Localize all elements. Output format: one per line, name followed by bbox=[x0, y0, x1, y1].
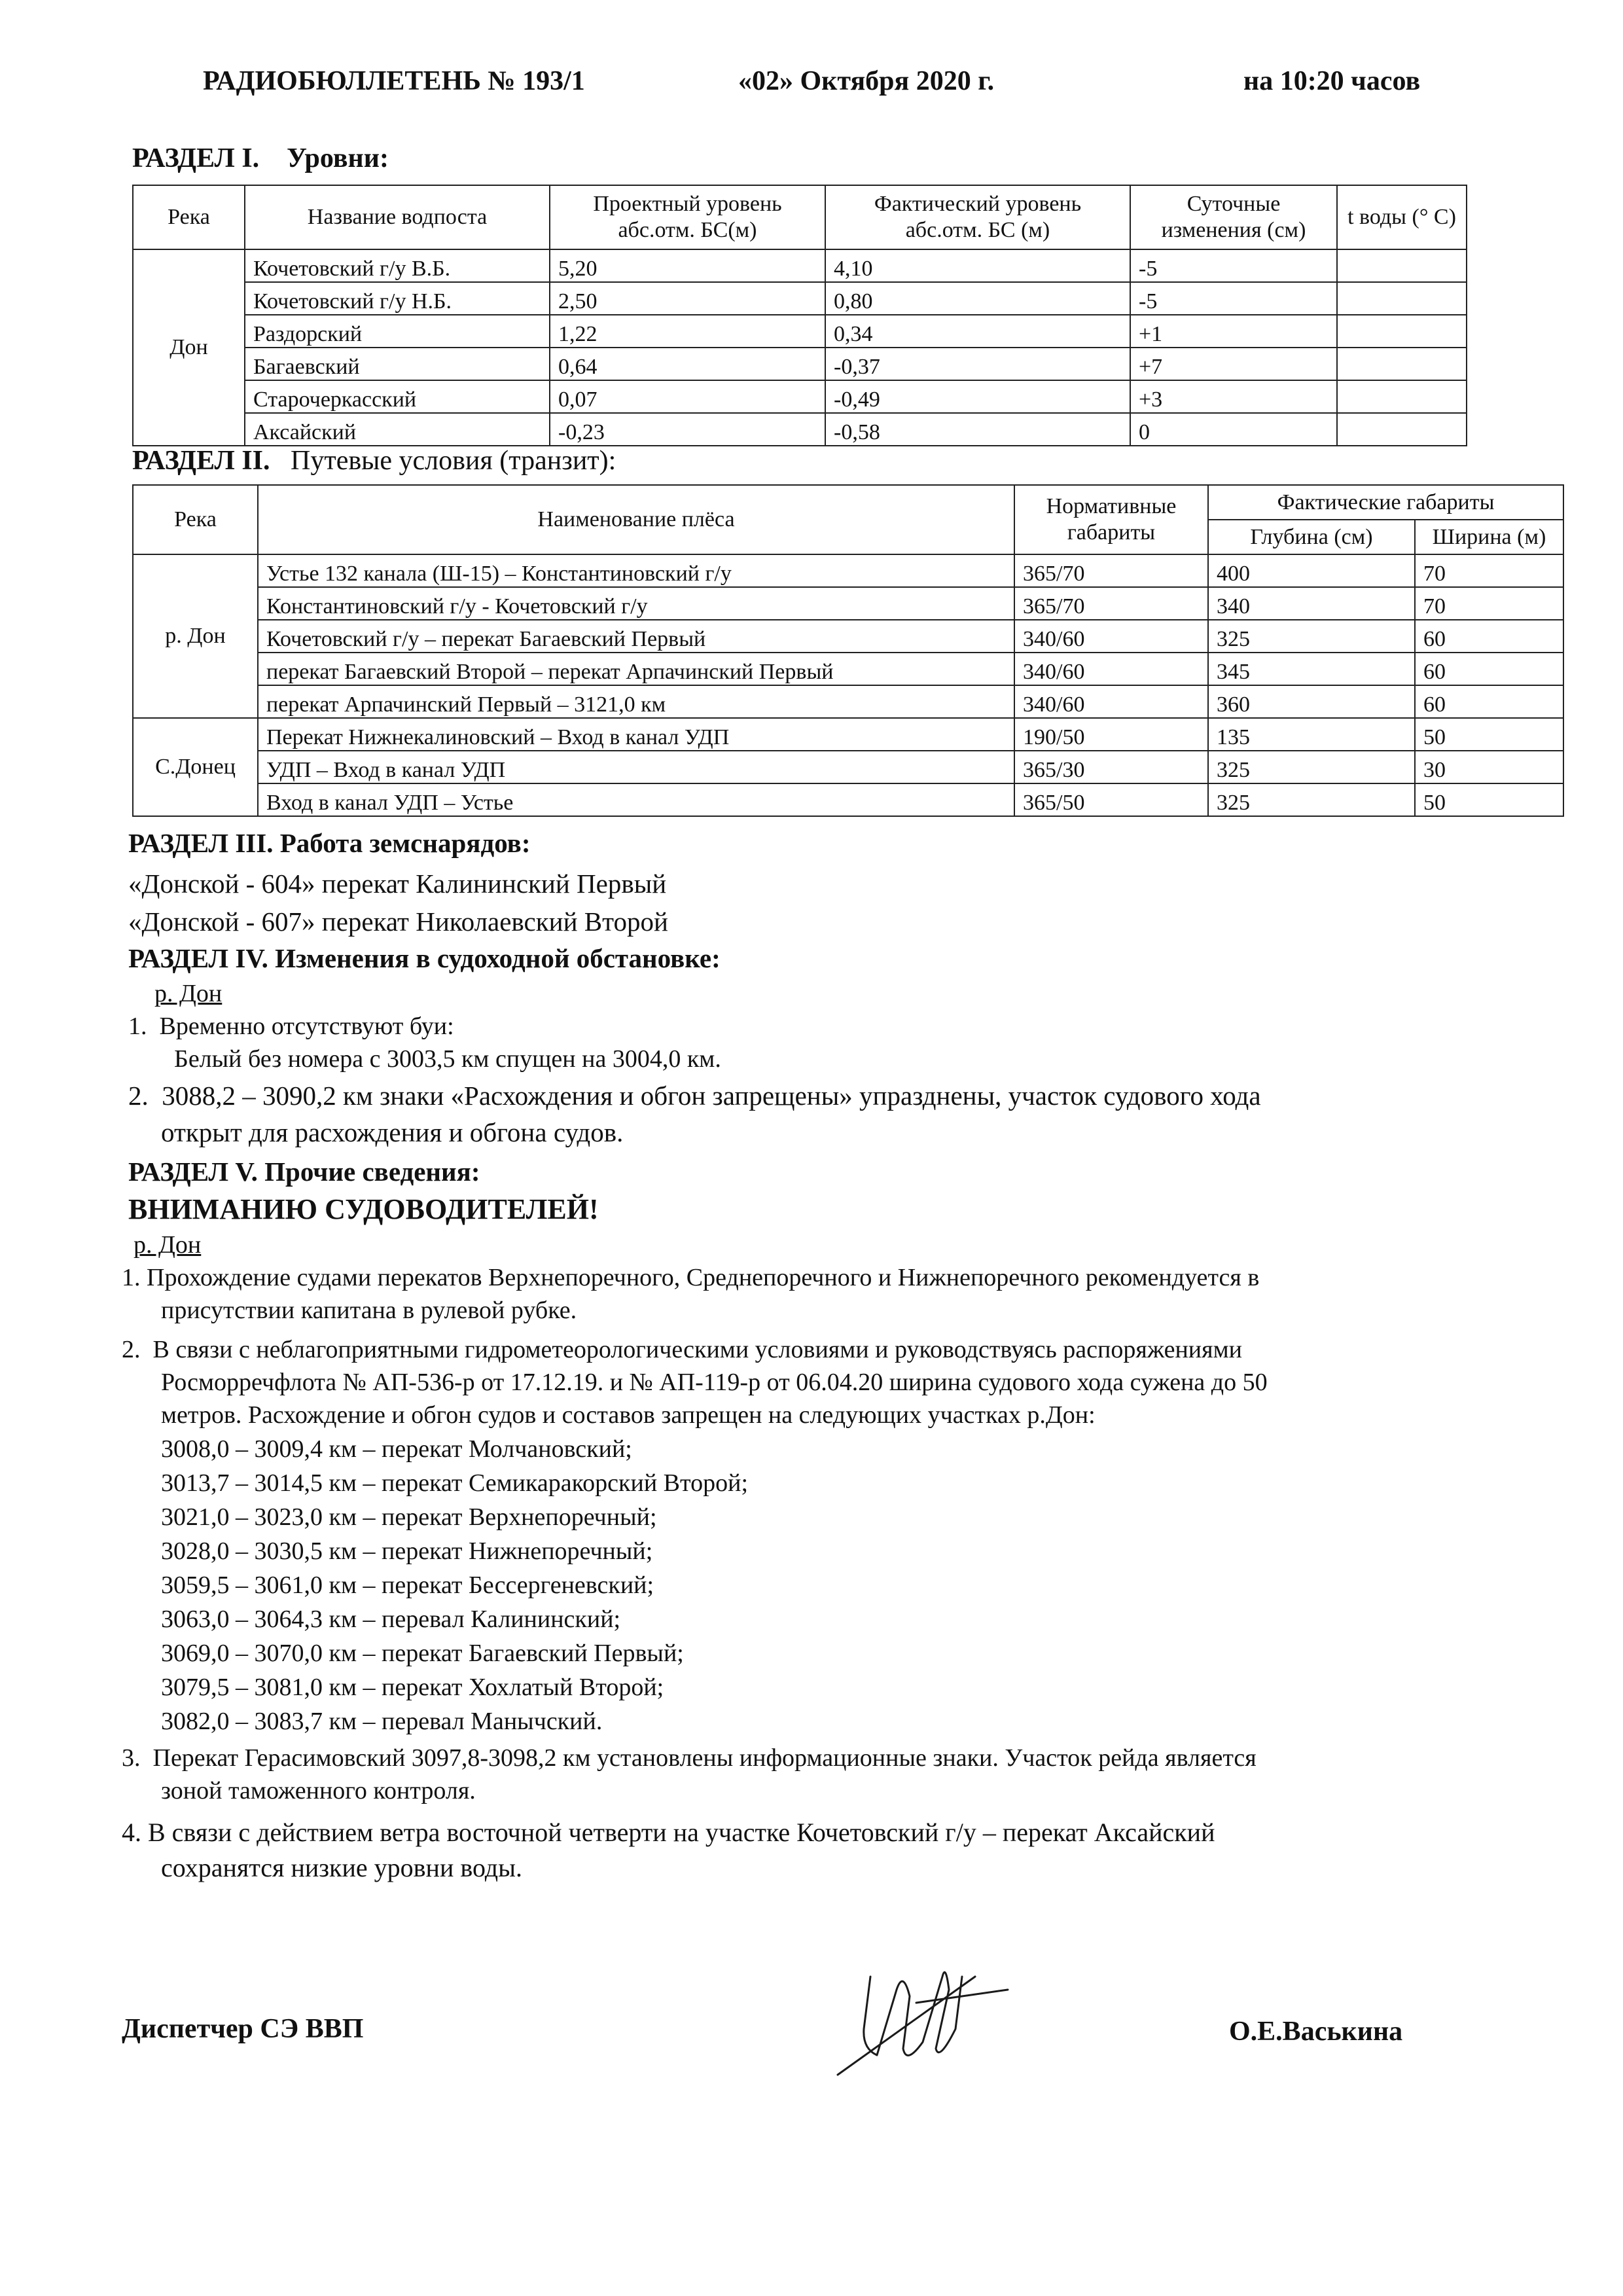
section4-heading: РАЗДЕЛ IV. Изменения в судоходной обстановке: bbox=[128, 943, 721, 973]
temp-cell bbox=[1337, 249, 1467, 282]
actual-cell: 4,10 bbox=[825, 249, 1130, 282]
reach-cell: Перекат Нижнекалиновский – Вход в канал УДП bbox=[258, 718, 1014, 751]
section5-item3-line1 bbox=[122, 1744, 1257, 1772]
width-cell: 60 bbox=[1415, 620, 1563, 653]
section5-item2-line3: метров. Расхождение и обгон судов и составов запрещен на следующих участках р.Дон: bbox=[161, 1401, 1096, 1429]
restricted-section: 3063,0 – 3064,3 км – перевал Калининский; bbox=[161, 1605, 621, 1633]
norm-cell: 190/50 bbox=[1014, 718, 1208, 751]
dredger-line-1: «Донской - 604» перекат Калининский Первый bbox=[128, 869, 667, 899]
col-norm: Нормативные габариты bbox=[1014, 485, 1208, 554]
item-text: Прохождение судами перекатов Верхнепоречного, Среднепоречного и Нижнепоречного рекомендуется в bbox=[147, 1264, 1260, 1291]
post-cell: Старочеркасский bbox=[245, 380, 550, 413]
width-cell: 70 bbox=[1415, 587, 1563, 620]
change-cell: 0 bbox=[1130, 413, 1337, 446]
col-width: Ширина (м) bbox=[1415, 520, 1563, 554]
actual-cell: 0,34 bbox=[825, 315, 1130, 348]
river-cell: р. Дон bbox=[133, 554, 258, 718]
depth-cell: 325 bbox=[1208, 620, 1415, 653]
river-cell: Дон bbox=[133, 249, 245, 446]
depth-cell: 135 bbox=[1208, 718, 1415, 751]
levels-table bbox=[132, 185, 1467, 446]
col-river: Река bbox=[133, 485, 258, 554]
temp-cell bbox=[1337, 413, 1467, 446]
table-row bbox=[133, 751, 1563, 783]
reach-cell: Константиновский г/у - Кочетовский г/у bbox=[258, 587, 1014, 620]
reach-cell: перекат Арпачинский Первый – 3121,0 км bbox=[258, 685, 1014, 718]
restricted-section: 3021,0 – 3023,0 км – перекат Верхнепоречный; bbox=[161, 1503, 657, 1531]
project-cell: -0,23 bbox=[550, 413, 825, 446]
norm-cell: 340/60 bbox=[1014, 685, 1208, 718]
actual-cell: -0,37 bbox=[825, 348, 1130, 380]
temp-cell bbox=[1337, 315, 1467, 348]
table-row bbox=[133, 348, 1467, 380]
restricted-section: 3008,0 – 3009,4 км – перекат Молчановский; bbox=[161, 1435, 632, 1463]
temp-cell bbox=[1337, 348, 1467, 380]
section5-item2-line2: Росморречфлота № АП-536-р от 17.12.19. и № АП-119-р от 06.04.20 ширина судового хода сужена до 50 bbox=[161, 1369, 1268, 1396]
table-row bbox=[133, 685, 1563, 718]
item-number: 2. bbox=[122, 1336, 141, 1363]
item-number: 3. bbox=[122, 1744, 141, 1772]
change-cell: +1 bbox=[1130, 315, 1337, 348]
reach-cell: перекат Багаевский Второй – перекат Арпачинский Первый bbox=[258, 653, 1014, 685]
actual-cell: 0,80 bbox=[825, 282, 1130, 315]
width-cell: 50 bbox=[1415, 718, 1563, 751]
section3-heading: РАЗДЕЛ III. Работа земснарядов: bbox=[128, 828, 531, 858]
depth-cell: 340 bbox=[1208, 587, 1415, 620]
table-row bbox=[133, 653, 1563, 685]
restricted-section: 3059,5 – 3061,0 км – перекат Бессергеневский; bbox=[161, 1571, 654, 1599]
depth-cell: 345 bbox=[1208, 653, 1415, 685]
section2-name: Путевые условия (транзит): bbox=[291, 446, 616, 476]
col-depth: Глубина (см) bbox=[1208, 520, 1415, 554]
section5-item2-line1 bbox=[122, 1335, 1242, 1364]
norm-cell: 340/60 bbox=[1014, 620, 1208, 653]
reach-cell: Вход в канал УДП – Устье bbox=[258, 783, 1014, 816]
handwritten-signature-icon bbox=[825, 1950, 1021, 2081]
width-cell: 70 bbox=[1415, 554, 1563, 587]
item-text: 3088,2 – 3090,2 км знаки «Расхождения и обгон запрещены» упразднены, участок судового хода bbox=[162, 1081, 1261, 1111]
table-row bbox=[133, 249, 1467, 282]
section5-item3-line2: зоной таможенного контроля. bbox=[161, 1777, 476, 1804]
section5-item1-line2: присутствии капитана в рулевой рубке. bbox=[161, 1297, 577, 1324]
col-post: Название водпоста bbox=[245, 185, 550, 249]
section4-river: р. Дон bbox=[154, 980, 223, 1007]
section4-item2-line2: открыт для расхождения и обгона судов. bbox=[161, 1117, 624, 1147]
section5-heading: РАЗДЕЛ V. Прочие сведения: bbox=[128, 1157, 480, 1187]
width-cell: 50 bbox=[1415, 783, 1563, 816]
col-water-temp: t воды (° С) bbox=[1337, 185, 1467, 249]
change-cell: -5 bbox=[1130, 282, 1337, 315]
section1-heading bbox=[132, 143, 389, 174]
width-cell: 30 bbox=[1415, 751, 1563, 783]
section5-river: р. Дон bbox=[134, 1231, 202, 1259]
project-cell: 0,07 bbox=[550, 380, 825, 413]
section4-item2-line1 bbox=[128, 1080, 1261, 1111]
project-cell: 2,50 bbox=[550, 282, 825, 315]
transit-table bbox=[132, 484, 1564, 817]
section4-item1-title bbox=[128, 1012, 454, 1041]
restricted-section: 3079,5 – 3081,0 км – перекат Хохлатый Второй; bbox=[161, 1674, 664, 1701]
section1-name: Уровни: bbox=[287, 143, 389, 173]
temp-cell bbox=[1337, 282, 1467, 315]
col-actual-level: Фактический уровень абс.отм. БС (м) bbox=[825, 185, 1130, 249]
table-row bbox=[133, 718, 1563, 751]
temp-cell bbox=[1337, 380, 1467, 413]
item-text: В связи с неблагоприятными гидрометеорологическими условиями и руководствуясь распоряжениями bbox=[152, 1336, 1242, 1363]
table-row bbox=[133, 315, 1467, 348]
reach-cell: УДП – Вход в канал УДП bbox=[258, 751, 1014, 783]
restricted-section: 3028,0 – 3030,5 км – перекат Нижнепоречный; bbox=[161, 1537, 653, 1565]
norm-cell: 365/70 bbox=[1014, 554, 1208, 587]
item-number: 2. bbox=[128, 1081, 149, 1111]
post-cell: Раздорский bbox=[245, 315, 550, 348]
depth-cell: 360 bbox=[1208, 685, 1415, 718]
table-row bbox=[133, 413, 1467, 446]
section5-item4-line2: сохранятся низкие уровни воды. bbox=[161, 1853, 523, 1882]
item-text: Перекат Герасимовский 3097,8-3098,2 км установлены информационные знаки. Участок рейда является bbox=[152, 1744, 1257, 1772]
col-river: Река bbox=[133, 185, 245, 249]
bulletin-title: РАДИОБЮЛЛЕТЕНЬ № 193/1 bbox=[203, 66, 585, 96]
project-cell: 1,22 bbox=[550, 315, 825, 348]
section2-heading bbox=[132, 445, 616, 476]
norm-cell: 365/70 bbox=[1014, 587, 1208, 620]
col-actual: Фактические габариты bbox=[1208, 485, 1563, 520]
bulletin-time: на 10:20 часов bbox=[1243, 66, 1421, 96]
post-cell: Кочетовский г/у В.Б. bbox=[245, 249, 550, 282]
change-cell: +7 bbox=[1130, 348, 1337, 380]
table-row bbox=[133, 783, 1563, 816]
item-number: 1. bbox=[128, 1013, 147, 1040]
depth-cell: 400 bbox=[1208, 554, 1415, 587]
dispatcher-name: О.Е.Васькина bbox=[1229, 2017, 1403, 2047]
levels-header-row bbox=[133, 185, 1467, 249]
restricted-section: 3082,0 – 3083,7 км – перевал Манычский. bbox=[161, 1708, 603, 1735]
item-number: 1. bbox=[122, 1264, 141, 1291]
attention-heading: ВНИМАНИЮ СУДОВОДИТЕЛЕЙ! bbox=[128, 1193, 599, 1225]
actual-cell: -0,49 bbox=[825, 380, 1130, 413]
norm-cell: 365/30 bbox=[1014, 751, 1208, 783]
section5-item4-line1 bbox=[122, 1817, 1215, 1848]
item-text: Временно отсутствуют буи: bbox=[159, 1013, 454, 1040]
table-row bbox=[133, 554, 1563, 587]
col-daily-change: Суточные изменения (см) bbox=[1130, 185, 1337, 249]
section2-label: РАЗДЕЛ II. bbox=[132, 446, 270, 476]
section1-label: РАЗДЕЛ I. bbox=[132, 143, 260, 173]
dispatcher-position: Диспетчер СЭ ВВП bbox=[122, 2014, 364, 2044]
post-cell: Кочетовский г/у Н.Б. bbox=[245, 282, 550, 315]
col-reach: Наименование плёса bbox=[258, 485, 1014, 554]
depth-cell: 325 bbox=[1208, 751, 1415, 783]
width-cell: 60 bbox=[1415, 685, 1563, 718]
table-row bbox=[133, 620, 1563, 653]
project-cell: 5,20 bbox=[550, 249, 825, 282]
restricted-section: 3069,0 – 3070,0 км – перекат Багаевский Первый; bbox=[161, 1640, 684, 1667]
post-cell: Аксайский bbox=[245, 413, 550, 446]
post-cell: Багаевский bbox=[245, 348, 550, 380]
change-cell: +3 bbox=[1130, 380, 1337, 413]
table-row bbox=[133, 282, 1467, 315]
item-text: В связи с действием ветра восточной четверти на участке Кочетовский г/у – перекат Аксайский bbox=[148, 1818, 1215, 1847]
depth-cell: 325 bbox=[1208, 783, 1415, 816]
width-cell: 60 bbox=[1415, 653, 1563, 685]
transit-header-row bbox=[133, 485, 1563, 520]
section4-item1-text: Белый без номера с 3003,5 км спущен на 3004,0 км. bbox=[174, 1045, 721, 1073]
norm-cell: 365/50 bbox=[1014, 783, 1208, 816]
dredger-line-2: «Донской - 607» перекат Николаевский Второй bbox=[128, 906, 668, 937]
reach-cell: Кочетовский г/у – перекат Багаевский Первый bbox=[258, 620, 1014, 653]
col-project-level: Проектный уровень абс.отм. БС(м) bbox=[550, 185, 825, 249]
restricted-section: 3013,7 – 3014,5 км – перекат Семикаракорский Второй; bbox=[161, 1469, 749, 1497]
norm-cell: 340/60 bbox=[1014, 653, 1208, 685]
table-row bbox=[133, 380, 1467, 413]
item-number: 4. bbox=[122, 1818, 141, 1847]
reach-cell: Устье 132 канала (Ш-15) – Константиновский г/у bbox=[258, 554, 1014, 587]
table-row bbox=[133, 587, 1563, 620]
river-cell: С.Донец bbox=[133, 718, 258, 816]
section5-item1-line1 bbox=[122, 1263, 1259, 1292]
actual-cell: -0,58 bbox=[825, 413, 1130, 446]
project-cell: 0,64 bbox=[550, 348, 825, 380]
bulletin-date: «02» Октября 2020 г. bbox=[738, 66, 995, 96]
change-cell: -5 bbox=[1130, 249, 1337, 282]
